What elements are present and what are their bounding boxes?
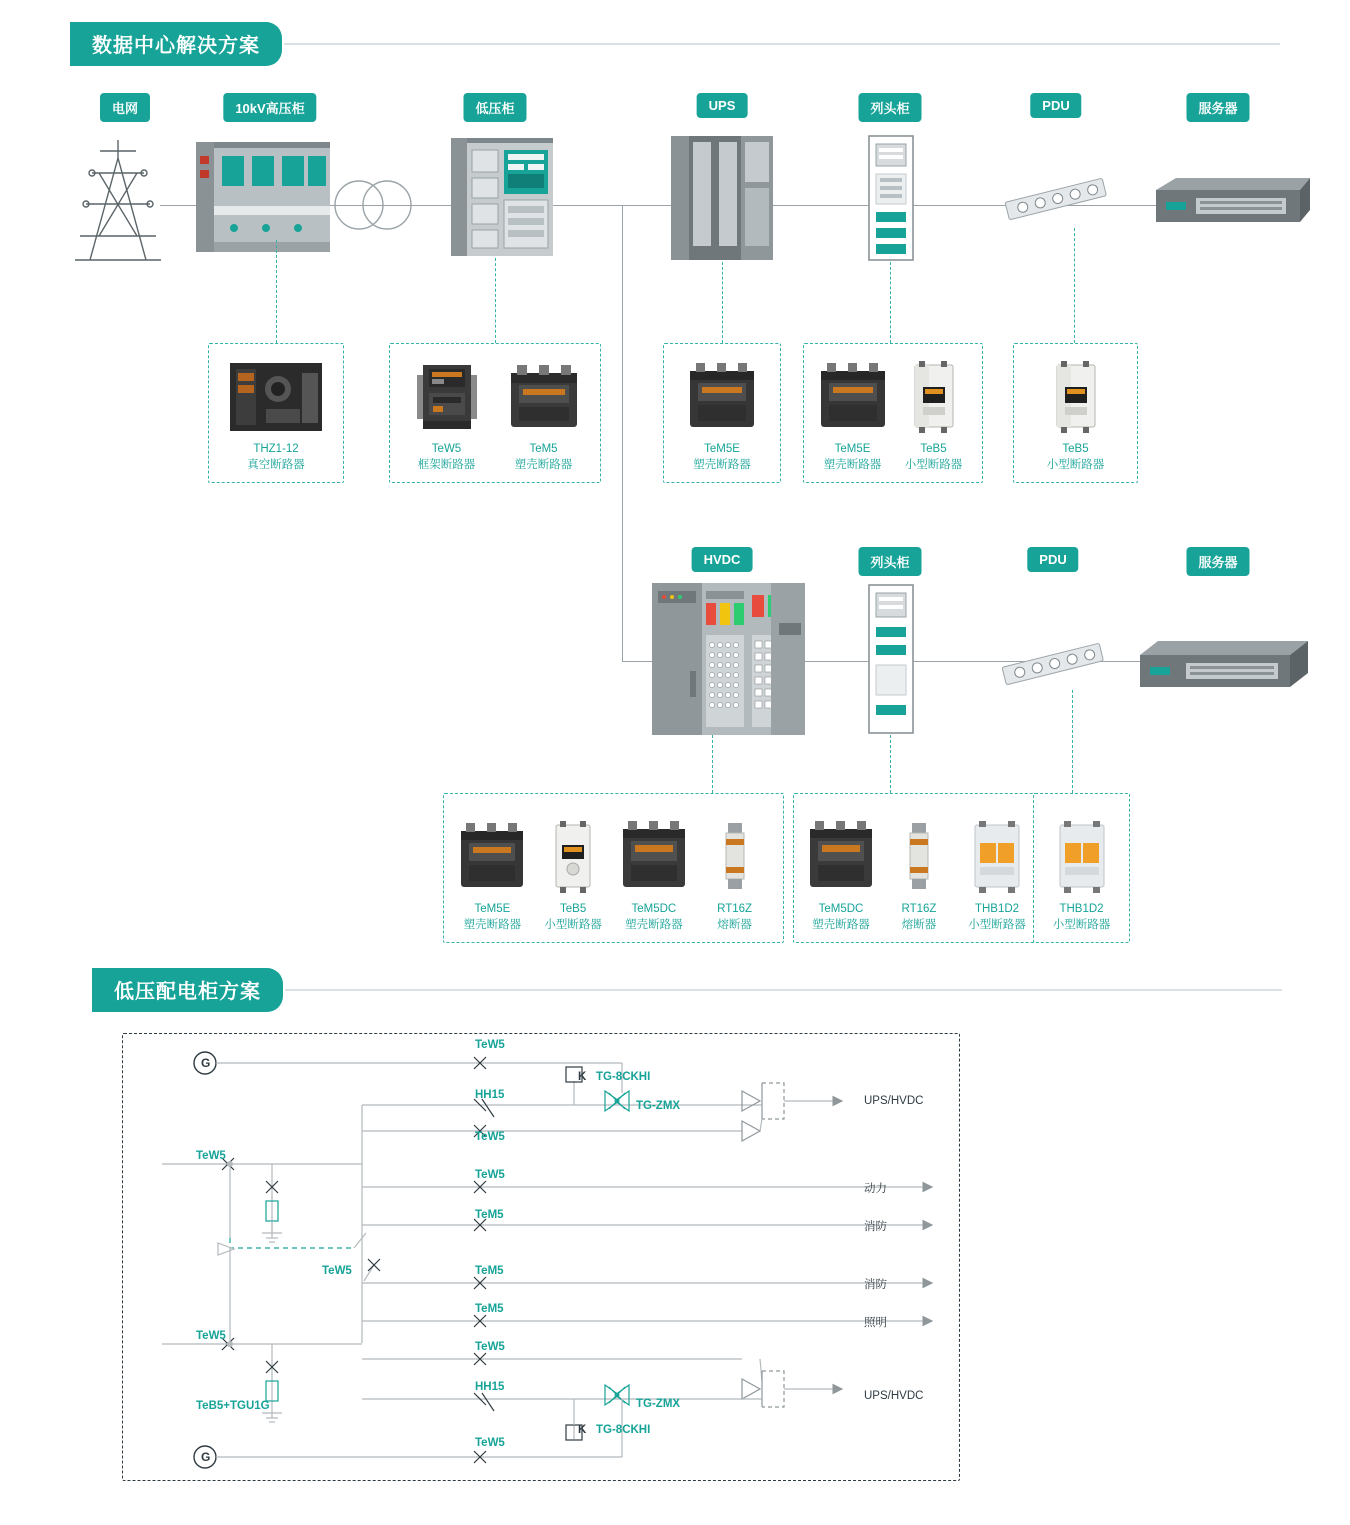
product-item[interactable] [614,817,695,934]
product-caption [905,441,963,474]
product-caption [812,901,870,934]
schem-output-fire-1: 消防 [864,1221,887,1233]
product-caption [968,901,1026,934]
transformer-icon [335,181,411,229]
product-type: 塑壳断路器 [625,919,683,932]
node-chip-hvdc[interactable]: HVDC [692,547,753,572]
product-caption [544,901,602,934]
section-rule [284,43,1280,45]
schem-label-tew5-gen2: TeW5 [475,1437,505,1449]
product-type: 小型断路器 [544,919,602,932]
server-icon-1 [1156,178,1310,222]
product-type: 框架断路器 [417,459,476,472]
product-item[interactable] [812,357,893,474]
node-chip-server-2[interactable]: 服务器 [1186,547,1249,576]
schem-label-tgzmx-lower: TG-ZMX [636,1398,681,1410]
product-name: TeM5DC [818,902,864,915]
product-name: TeB5 [560,902,587,915]
mcb-art [905,357,963,435]
drop-line-ups [722,262,723,343]
product-type: 小型断路器 [1046,459,1105,472]
drop-line-pdu1 [1074,228,1075,343]
mccb-dark-art [453,817,531,895]
node-chip-grid[interactable]: 电网 [100,93,150,122]
schem-label-tew5-b: TeW5 [475,1131,505,1143]
product-type: 塑壳断路器 [693,459,751,472]
product-type: 小型断路器 [904,459,963,472]
product-caption [824,441,882,474]
product-box-pdu2 [1033,793,1130,943]
product-name: TeB5 [920,442,947,455]
schem-label-tg8ckhi-upper: TG-8CKHI [596,1071,651,1083]
product-item[interactable] [802,817,880,934]
product-name: TeM5 [529,442,558,455]
schem-output-fire-2: 消防 [864,1279,887,1291]
section-title-datacenter: 数据中心解决方案 [70,22,282,66]
product-box-hv [208,343,344,483]
section-header-lv-panel [92,968,1282,1012]
node-chip-rpp-1[interactable]: 列头柜 [858,93,921,122]
schem-label-tew5-tie: TeW5 [322,1265,352,1277]
lv-cabinet-icon [451,138,553,256]
product-name: TeM5E [474,902,511,915]
drop-line-rpp1 [890,262,891,343]
product-item[interactable] [234,357,318,474]
product-box-rpp2 [793,793,1045,943]
product-type: 熔断器 [717,919,752,932]
product-box-pdu1 [1013,343,1138,483]
node-chip-ups[interactable]: UPS [697,93,748,118]
product-caption [515,441,573,474]
schem-output-ups-hvdc-2: UPS/HVDC [864,1390,924,1402]
product-box-rpp1 [803,343,983,483]
schem-label-tem5-fire2: TeM5 [475,1265,504,1277]
product-item[interactable] [958,817,1036,934]
drop-line-pdu2 [1072,690,1073,793]
generator-label-2: G [201,1450,211,1464]
node-chip-pdu-2[interactable]: PDU [1027,547,1078,572]
pylon-icon [75,140,161,260]
product-box-hvdc [443,793,784,943]
product-type: 真空断路器 [247,459,305,472]
product-box-ups [663,343,781,483]
product-type: 塑壳断路器 [463,919,522,932]
mccb-dark-art [682,357,762,435]
schem-label-tew5-incoming1: TeW5 [196,1150,226,1162]
product-caption [418,441,476,474]
product-item[interactable] [880,817,958,934]
rpp-cabinet-icon-2 [869,585,913,733]
product-item[interactable] [452,817,533,934]
product-caption [1047,441,1105,474]
product-item[interactable] [1042,817,1121,934]
product-caption [464,901,522,934]
product-caption [693,441,751,474]
product-name: TeB5 [1062,442,1089,455]
schem-output-ups-hvdc-1: UPS/HVDC [864,1095,924,1107]
product-caption [247,441,305,474]
ups-icon [671,136,773,260]
product-item[interactable] [405,357,489,474]
node-chip-hv-cabinet[interactable]: 10kV高压柜 [223,93,316,122]
mcb-art [544,817,602,895]
product-caption [902,901,937,934]
mcb-white-art [967,817,1027,895]
node-chip-pdu-1[interactable]: PDU [1030,93,1081,118]
product-type: 塑壳断路器 [823,459,882,472]
product-type: 塑壳断路器 [812,919,870,932]
schem-label-tgzmx-upper: TG-ZMX [636,1100,681,1112]
hvdc-cabinet-icon [652,583,805,735]
product-type: 熔断器 [901,919,937,932]
generator-label-1: G [201,1056,211,1070]
product-item[interactable] [502,357,586,474]
mcb-art [1045,357,1107,435]
schem-label-hh15-upper: HH15 [475,1089,505,1101]
pdu-icon-1 [1005,178,1106,220]
product-name: TeM5E [704,442,740,455]
drop-line-rpp2 [890,735,891,793]
mccb-dark-art [615,817,693,895]
product-item[interactable] [680,357,764,474]
schematic-drawing [122,1033,960,1481]
product-caption [717,901,752,934]
product-item[interactable] [533,817,614,934]
rpp-cabinet-icon-1 [869,136,913,260]
acb-art [409,357,485,435]
mccb-dark-art [813,357,893,435]
product-item[interactable] [694,817,775,934]
product-name: THB1D2 [1059,902,1104,915]
schem-label-tg8ckhi-lower: TG-8CKHI [596,1424,651,1436]
mcb-white-art [1052,817,1112,895]
section-title-lv-panel: 低压配电柜方案 [92,968,283,1012]
schem-label-k-lower: K [578,1424,587,1436]
mccb-art [501,357,587,435]
product-name: TeM5DC [631,902,677,915]
node-chip-rpp-2[interactable]: 列头柜 [858,547,921,576]
hv-cabinet-icon [196,142,330,252]
product-name: RT16Z [717,902,753,915]
node-chip-lv-cabinet[interactable]: 低压柜 [463,93,526,122]
section-rule-2 [285,989,1282,991]
mccb-dark-art [802,817,880,895]
equipment-row1 [0,118,1350,278]
product-type: 塑壳断路器 [514,459,573,472]
schem-label-tew5-gen1: TeW5 [475,1039,505,1051]
schem-label-k-upper: K [578,1071,587,1083]
schem-label-tew5-incoming2: TeW5 [196,1330,226,1342]
schem-output-lighting: 照明 [864,1317,887,1329]
product-caption [625,901,683,934]
drop-line-hv [276,240,277,343]
product-item[interactable] [1034,357,1118,474]
schem-label-teb5-tgu1g: TeB5+TGU1G [196,1400,270,1412]
drop-line-lv [495,258,496,343]
vcb-art [226,357,326,435]
equipment-row2 [0,575,1350,755]
product-type: 小型断路器 [1052,919,1111,932]
product-name: THZ1-12 [253,442,299,455]
node-chip-server-1[interactable]: 服务器 [1186,93,1249,122]
product-name: TeM5E [834,442,871,455]
schem-label-tem5-light: TeM5 [475,1303,504,1315]
product-item[interactable] [893,357,974,474]
product-box-lv [389,343,601,483]
server-icon-2 [1140,641,1308,687]
product-type: 小型断路器 [968,919,1026,932]
product-name: RT16Z [901,902,937,915]
product-name: TeW5 [431,442,462,455]
schem-label-tew5-lower1: TeW5 [475,1341,505,1353]
pdu-icon-2 [1002,643,1103,685]
product-name: THB1D2 [974,902,1020,915]
fuse-art [715,817,755,895]
fuse-art [899,817,939,895]
schem-label-hh15-lower: HH15 [475,1381,505,1393]
section-header-datacenter [70,22,1280,66]
product-caption [1053,901,1111,934]
schem-output-power: 动力 [864,1183,887,1195]
drop-line-hvdc [712,735,713,793]
schem-label-tew5-power: TeW5 [475,1169,505,1181]
schem-label-tem5-fire1: TeM5 [475,1209,504,1221]
